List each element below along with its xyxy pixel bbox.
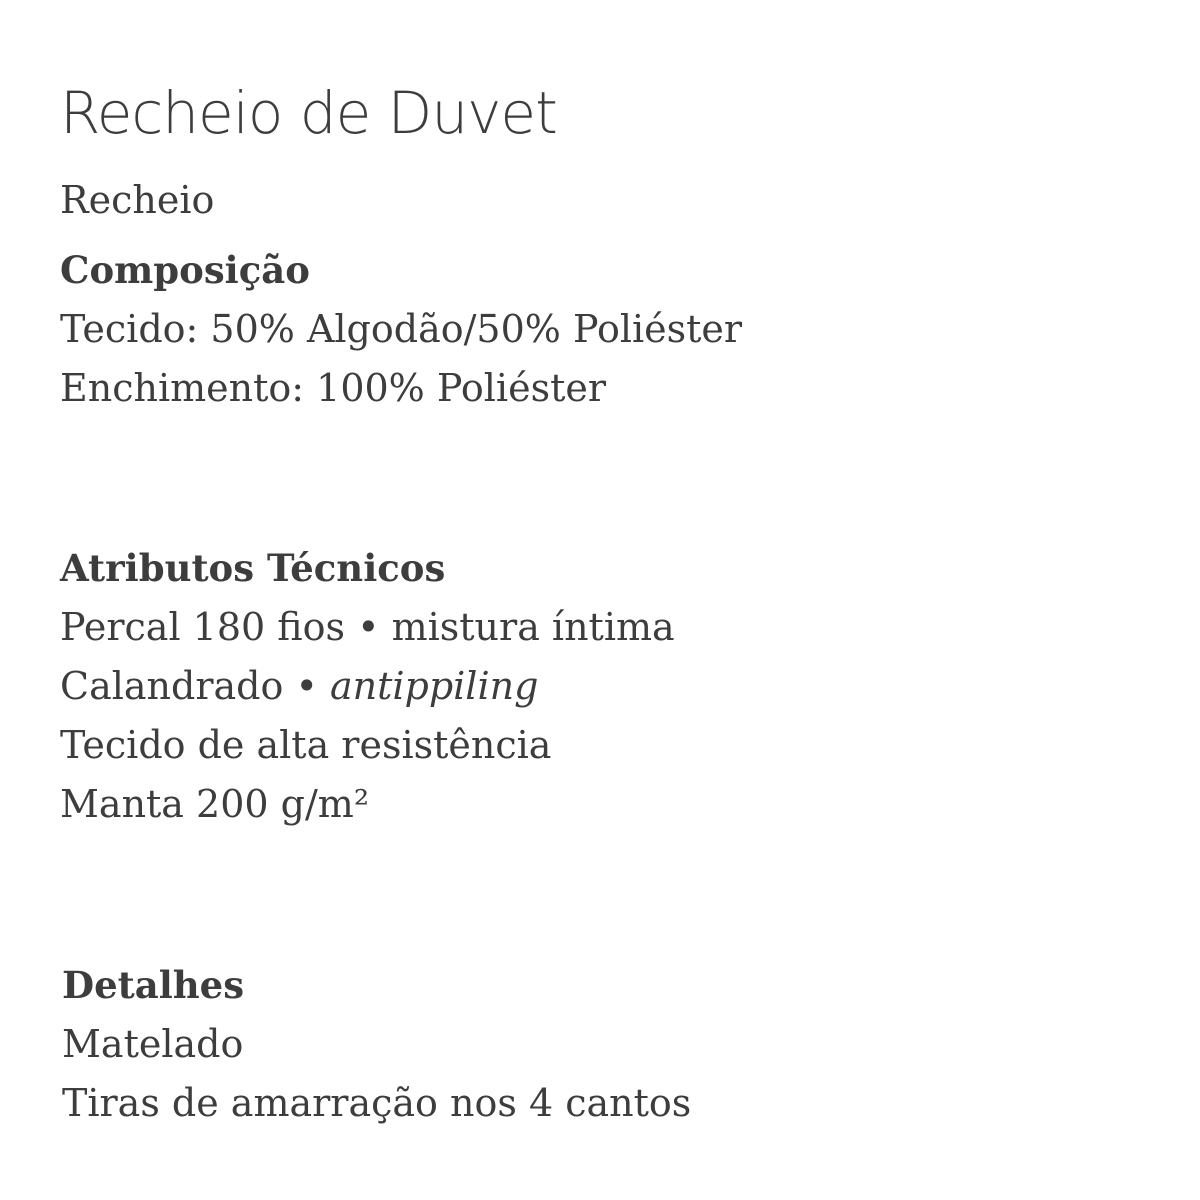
- composition-heading: Composição: [60, 248, 310, 292]
- attribute-finish-prefix: Calandrado •: [60, 664, 330, 708]
- detail-corner-ties: Tiras de amarração nos 4 cantos: [62, 1081, 692, 1125]
- technical-attributes-heading: Atributos Técnicos: [60, 546, 446, 590]
- detail-quilted: Matelado: [62, 1022, 244, 1066]
- attribute-finish-italic: antippiling: [329, 664, 539, 708]
- product-subtitle: Recheio: [60, 178, 215, 222]
- composition-section: [60, 240, 742, 418]
- technical-attributes-section: [60, 538, 675, 834]
- details-heading: Detalhes: [62, 963, 245, 1007]
- attribute-resistance: Tecido de alta resistência: [60, 723, 552, 767]
- attribute-thread-count: Percal 180 fios • mistura íntima: [60, 605, 675, 649]
- page-title: Recheio de Duvet: [60, 79, 557, 147]
- attribute-finish: [60, 657, 675, 716]
- attribute-weight: Manta 200 g/m²: [60, 782, 370, 826]
- composition-fabric: Tecido: 50% Algodão/50% Poliéster: [60, 307, 743, 351]
- details-section: [62, 955, 691, 1133]
- composition-filling: Enchimento: 100% Poliéster: [60, 366, 606, 410]
